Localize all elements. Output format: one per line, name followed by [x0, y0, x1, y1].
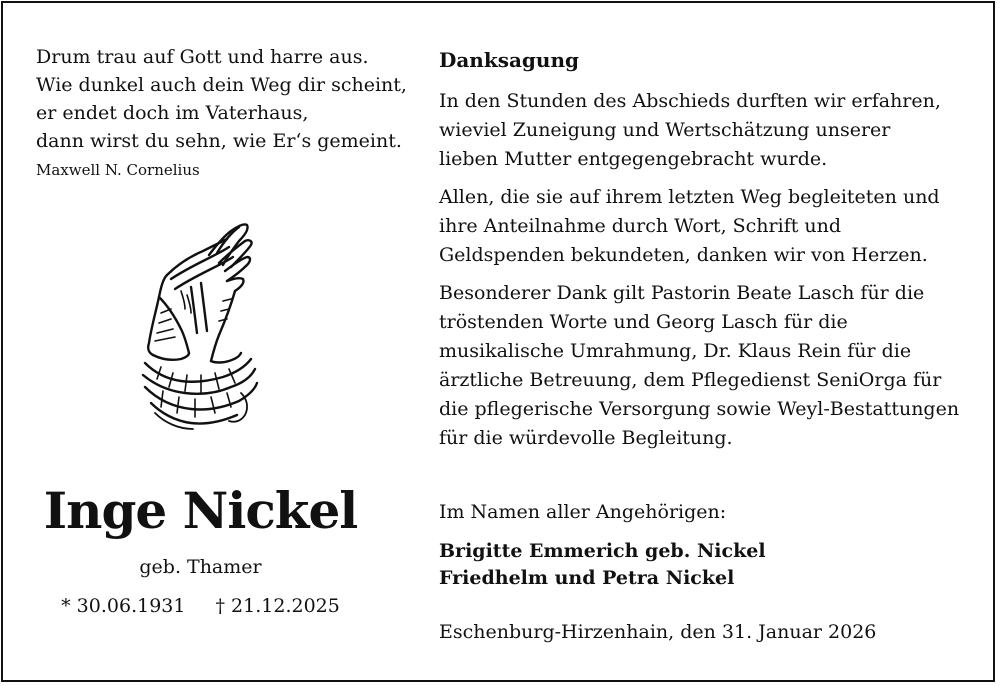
poem-author: Maxwell N. Cornelius	[36, 161, 200, 179]
text-line: Allen, die sie auf ihrem letzten Weg begleiteten und	[439, 186, 940, 208]
signatories	[439, 538, 766, 592]
obituary-notice	[1, 1, 995, 682]
on-behalf-text: Im Namen aller Angehörigen:	[439, 501, 727, 523]
thanks-heading: Danksagung	[439, 48, 579, 72]
signatory-name: Brigitte Emmerich geb. Nickel	[439, 540, 766, 562]
text-line: die pflegerische Versorgung sowie Weyl-Bestattungen	[439, 398, 960, 420]
text-line: Geldspenden bekundeten, danken wir von Herzen.	[439, 244, 928, 266]
text-line: tröstenden Worte und Georg Lasch für die	[439, 311, 848, 333]
text-line: wieviel Zuneigung und Wertschätzung unserer	[439, 119, 891, 141]
praying-hands-icon	[131, 217, 265, 433]
poem	[36, 43, 406, 155]
thanks-paragraph	[439, 183, 979, 270]
birth-date: * 30.06.1931	[61, 595, 186, 617]
life-dates	[3, 595, 398, 617]
poem-line: Wie dunkel auch dein Weg dir scheint,	[36, 74, 407, 96]
poem-line: Drum trau auf Gott und harre aus.	[36, 46, 369, 68]
deceased-name: Inge Nickel	[43, 481, 358, 540]
poem-line: dann wirst du sehn, wie Er‘s gemeint.	[36, 130, 402, 152]
text-line: lieben Mutter entgegengebracht wurde.	[439, 148, 828, 170]
place-date: Eschenburg-Hirzenhain, den 31. Januar 2026	[439, 621, 877, 643]
death-date: † 21.12.2025	[215, 595, 340, 617]
text-line: ärztliche Betreuung, dem Pflegedienst SeniOrga für	[439, 369, 942, 391]
text-line: Besonderer Dank gilt Pastorin Beate Lasch für die	[439, 282, 925, 304]
text-line: für die würdevolle Begleitung.	[439, 427, 733, 449]
poem-line: er endet doch im Vaterhaus,	[36, 102, 309, 124]
signatory-name: Friedhelm und Petra Nickel	[439, 567, 735, 589]
poem-block	[36, 43, 406, 179]
thanks-paragraph	[439, 87, 979, 174]
text-line: musikalische Umrahmung, Dr. Klaus Rein für die	[439, 340, 912, 362]
birth-name: geb. Thamer	[139, 556, 262, 578]
text-line: ihre Anteilnahme durch Wort, Schrift und	[439, 215, 842, 237]
text-line: In den Stunden des Abschieds durften wir erfahren,	[439, 90, 941, 112]
thanks-paragraph	[439, 279, 979, 453]
thanks-block	[439, 45, 979, 462]
